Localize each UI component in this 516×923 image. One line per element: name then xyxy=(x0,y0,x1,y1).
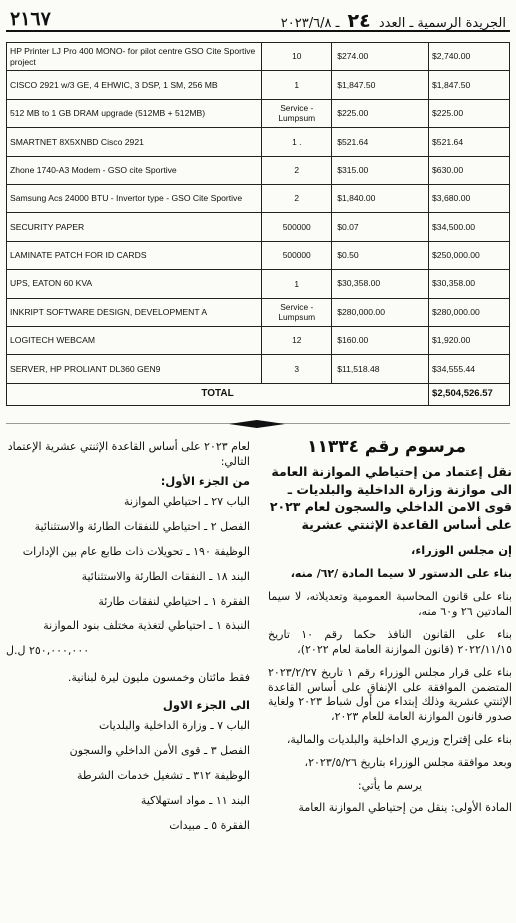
item-quantity: 1 xyxy=(262,71,332,99)
from-line: الباب ٢٧ ـ احتياطي الموازنة xyxy=(123,495,250,509)
item-description: UPS, EATON 60 KVA xyxy=(7,270,262,298)
item-description: Zhone 1740-A3 Modem - GSO cite Sportive xyxy=(7,156,262,184)
table-row xyxy=(7,213,510,241)
council-line: إن مجلس الوزراء، xyxy=(410,542,512,557)
item-quantity: 3 xyxy=(262,355,332,383)
item-description: HP Printer LJ Pro 400 MONO- for pilot centre GSO Cite Sportive project xyxy=(7,43,262,71)
table-row xyxy=(7,99,510,127)
table-row xyxy=(7,298,510,326)
preamble-paragraph: وبعد موافقة مجلس الوزراء بتاريخ ٢٠٢٣/٥/٢٦، xyxy=(304,755,512,769)
item-unit-price: $225.00 xyxy=(332,99,429,127)
total-label: TOTAL xyxy=(7,383,429,405)
total-row xyxy=(7,383,510,405)
procurement-table-body xyxy=(7,43,510,406)
item-unit-price: $280,000.00 xyxy=(332,298,429,326)
table-row xyxy=(7,43,510,71)
grand-total: $2,504,526.57 xyxy=(429,383,510,405)
item-total: $2,740.00 xyxy=(429,43,510,71)
table-row xyxy=(7,71,510,99)
transfer-amount: ٢٥٠,٠٠٠,٠٠٠ ل.ل xyxy=(6,644,90,658)
item-total: $34,500.00 xyxy=(429,213,510,241)
item-total: $34,555.44 xyxy=(429,355,510,383)
to-line: الوظيفة ٣١٢ ـ تشغيل خدمات الشرطة xyxy=(76,769,250,783)
item-total: $1,920.00 xyxy=(429,326,510,354)
item-total: $250,000.00 xyxy=(429,241,510,269)
item-description: SECURITY PAPER xyxy=(7,213,262,241)
gazette-label: الجريدة الرسمية ـ العدد xyxy=(378,16,506,31)
item-description: CISCO 2921 w/3 GE, 4 EHWIC, 3 DSP, 1 SM, 256 MB xyxy=(7,71,262,99)
preamble-paragraph: بناء على الدستور لا سيما المادة /٦٢/ منه، xyxy=(290,567,512,581)
item-quantity: 2 xyxy=(262,184,332,212)
decree-subject: نقل إعتماد من إحتياطي الموازنة العامة الى موازنة وزارة الداخلية والبلديات ـ قوى الامن الداخلي والسجون لعام ٢٠٢٣ على أساس القاعدة الإثنتي عشرية xyxy=(269,463,512,533)
item-unit-price: $0.07 xyxy=(332,213,429,241)
gazette-info xyxy=(281,10,506,32)
from-line: الفقرة ١ ـ احتياطي لنفقات طارئة xyxy=(98,594,250,608)
to-line: الباب ٧ ـ وزارة الداخلية والبلديات xyxy=(99,719,250,733)
item-description: SMARTNET 8X5XNBD Cisco 2921 xyxy=(7,128,262,156)
item-description: Samsung Acs 24000 BTU - Invertor type - GSO Cite Sportive xyxy=(7,184,262,212)
table-row xyxy=(7,128,510,156)
table-row xyxy=(7,241,510,269)
table-row xyxy=(7,326,510,354)
item-description: INKRIPT SOFTWARE DESIGN, DEVELOPMENT A xyxy=(7,298,262,326)
preamble-paragraph: بناء على القانون النافذ حكما رقم ١٠ تاريخ ٢٠٢٢/١١/١٥ (قانون الموازنة العامة لعام ٢٠٢٢)، xyxy=(268,627,512,656)
preamble-paragraph: بناء على قانون المحاسبة العمومية وتعديلاته، لا سيما المادتين ٢٦ و٦٠ منه، xyxy=(268,590,512,619)
from-line: الوظيفة ١٩٠ ـ تحويلات ذات طابع عام بين الإدارات xyxy=(22,544,250,558)
item-total: $225.00 xyxy=(429,99,510,127)
decree-title: مرسوم رقم ١١٣٣٤ xyxy=(307,437,466,457)
to-line: البند ١١ ـ مواد استهلاكية xyxy=(140,794,250,807)
from-line: النبذة ١ ـ احتياطي لتغذية مختلف بنود الموازنة xyxy=(43,619,250,633)
item-quantity: Service - Lumpsum xyxy=(262,99,332,127)
to-line: الفقرة ٥ ـ مبيدات xyxy=(169,818,250,832)
allocation-intro: لعام ٢٠٢٣ على أساس القاعدة الإثنتي عشرية الإعتماد التالي: xyxy=(7,440,250,468)
to-section-heading: الى الجزء الاول xyxy=(162,697,250,712)
item-unit-price: $1,840.00 xyxy=(332,184,429,212)
item-description: 512 MB to 1 GB DRAM upgrade (512MB + 512MB) xyxy=(7,99,262,127)
item-quantity: 12 xyxy=(262,326,332,354)
item-unit-price: $160.00 xyxy=(332,326,429,354)
table-row xyxy=(7,184,510,212)
item-total: $521.64 xyxy=(429,128,510,156)
from-line: الفصل ٢ ـ احتياطي للنفقات الطارئة والاستثنائية xyxy=(34,520,250,534)
item-total: $280,000.00 xyxy=(429,298,510,326)
item-quantity: 10 xyxy=(262,43,332,71)
item-quantity: 1 xyxy=(262,270,332,298)
decree-column xyxy=(268,436,512,823)
item-total: $630.00 xyxy=(429,156,510,184)
item-unit-price: $521.64 xyxy=(332,128,429,156)
item-description: LOGITECH WEBCAM xyxy=(7,326,262,354)
item-unit-price: $1,847.50 xyxy=(332,71,429,99)
diamond-divider xyxy=(229,420,285,428)
from-line: البند ١٨ ـ النفقات الطارئة والاستثنائية xyxy=(81,569,250,583)
issue-number: ٢٤ xyxy=(347,10,371,32)
item-quantity: 500000 xyxy=(262,241,332,269)
allocation-column xyxy=(6,440,250,844)
issue-date: ـ ٢٠٢٣/٦/٨ xyxy=(280,16,340,31)
item-unit-price: $11,518.48 xyxy=(332,355,429,383)
item-unit-price: $0.50 xyxy=(332,241,429,269)
page-number: ٢١٦٧ xyxy=(10,8,51,30)
item-quantity: 500000 xyxy=(262,213,332,241)
table-row xyxy=(7,355,510,383)
item-description: LAMINATE PATCH FOR ID CARDS xyxy=(7,241,262,269)
item-total: $1,847.50 xyxy=(429,71,510,99)
table-row xyxy=(7,156,510,184)
table-row xyxy=(7,270,510,298)
procurement-table xyxy=(6,42,510,406)
to-line: الفصل ٣ ـ قوى الأمن الداخلي والسجون xyxy=(69,744,250,758)
preamble-paragraph: بناء على قرار مجلس الوزراء رقم ١ تاريخ ٢٠٢٣/٢/٢٧ المتضمن الموافقة على الإنفاق على أساس القاعدة الإثنتي عشرية وذلك إبتداء من أول شباط ٢٠٢٣ ولغاية صدور قانون الموازنة العامة للعام ٢٠٢٣، xyxy=(268,665,512,724)
article-one: المادة الأولى: ينقل من إحتياطي الموازنة العامة xyxy=(298,800,512,814)
preamble-paragraph: بناء على إقتراح وزيري الداخلية والبلديات والمالية، xyxy=(286,733,512,747)
gazette-header xyxy=(6,6,510,32)
amount-in-words: فقط مائتان وخمسون مليون ليرة لبنانية. xyxy=(67,671,250,685)
item-unit-price: $315.00 xyxy=(332,156,429,184)
from-section-heading: من الجزء الأول: xyxy=(160,473,250,488)
item-quantity: 1 . xyxy=(262,128,332,156)
item-unit-price: $274.00 xyxy=(332,43,429,71)
item-total: $3,680.00 xyxy=(429,184,510,212)
item-quantity: Service - Lumpsum xyxy=(262,298,332,326)
decrees-line: يرسم ما يأتي: xyxy=(357,778,423,792)
item-description: SERVER, HP PROLIANT DL360 GEN9 xyxy=(7,355,262,383)
item-total: $30,358.00 xyxy=(429,270,510,298)
item-quantity: 2 xyxy=(262,156,332,184)
item-unit-price: $30,358.00 xyxy=(332,270,429,298)
